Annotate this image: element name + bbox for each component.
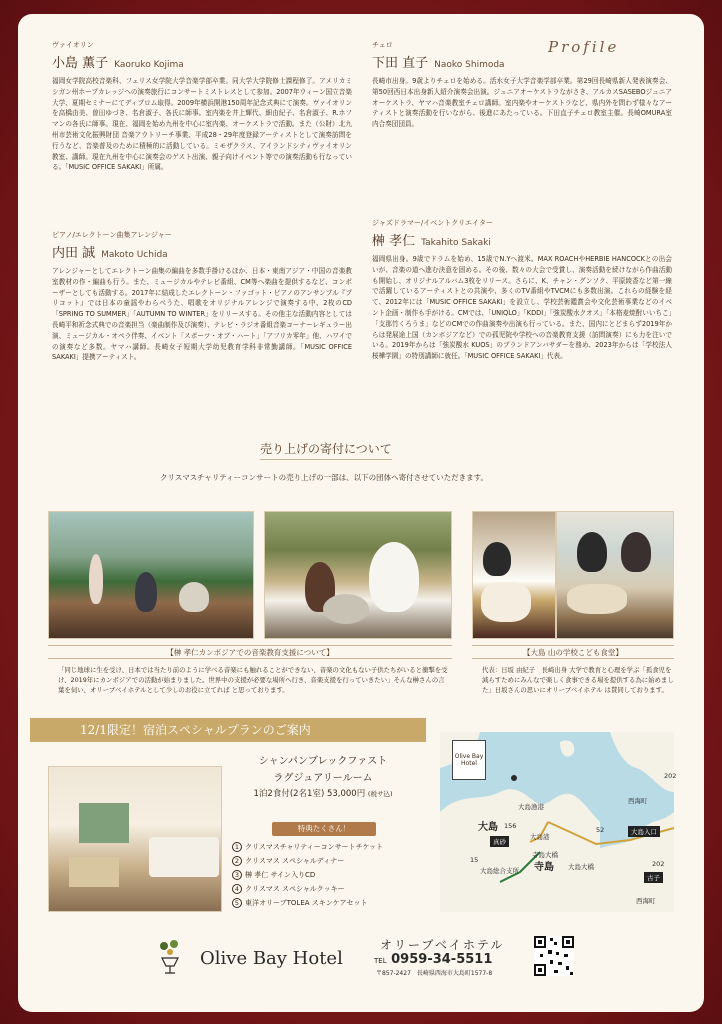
- map-label: 大島入口: [628, 826, 660, 837]
- map-route: 202: [664, 772, 677, 780]
- bio-text: 長崎市出身。9歳よりチェロを始める。活水女子大学音楽学部卒業。第29回長崎県新人発表演奏会、第50回西日本出身新人紹介演奏会出演。ジュニアオーケストラながさき、アルカスSASEBOジュニアオーケストラ、ヤマハ音楽教室チェロ講師。室内楽やオーケストラなど、県内外を問わず様々なアーティストと演奏活動を行いながら、後進にあたっている。下田直子チェロ教室主催。長崎OMURA室内合奏団団員。: [372, 77, 672, 129]
- bio-name-en: Makoto Uchida: [101, 250, 168, 260]
- access-map: [440, 732, 677, 912]
- hotel-tel: TEL 0959-34-5511: [374, 952, 493, 967]
- hotel-brand-jp: オリーブベイホテル: [380, 938, 505, 952]
- bio-name-jp: 下田 直子: [372, 56, 429, 71]
- bio-name-jp: 榊 孝仁: [372, 234, 416, 249]
- perk-item: 4 クリスマス スペシャルクッキー: [232, 884, 345, 894]
- map-label: 西海町: [628, 797, 648, 805]
- text-cambodia: 「同じ地球に生を受け、日本では当たり前のように学べる音楽にも触れることができない、音楽の文化もない子供たちがいると衝撃を受け、2019年にカンボジアでの活動が始まりました。世界中の支援が必要な場所へ行き、音楽支援を行っていきたい」そんな榊さんの言葉を伺い、オリーブベイホテルとして少しのお役に立てれば と思っております。: [58, 666, 448, 695]
- map-route: 52: [596, 826, 605, 834]
- olive-logo-icon: [150, 936, 190, 976]
- bio-role: ピアノ/エレクトーン曲集アレンジャー: [52, 231, 172, 239]
- map-label: 大島大橋: [568, 863, 594, 871]
- bio-name-jp: 内田 誠: [52, 246, 96, 261]
- hotel-brand: Olive Bay Hotel: [200, 948, 343, 969]
- hotel-address: 〒857-2427 長崎県西海市大島町1577-8: [376, 970, 493, 977]
- photo-luxury-room: [48, 766, 222, 912]
- map-label: 古子: [644, 872, 663, 883]
- perks-badge: 特典たくさん！: [272, 822, 376, 836]
- bio-uchida: [52, 230, 352, 363]
- donation-subtitle: クリスマスチャリティーコンサートの売り上げの一部は、以下の団体へ寄付させていただきます。: [160, 473, 488, 482]
- map-label: 寺島: [534, 862, 554, 873]
- qr-code[interactable]: [534, 936, 574, 976]
- caption-cambodia: 【榊 孝仁カンボジアでの音楽教育支援について】: [48, 645, 452, 659]
- donation-title: 売り上げの寄付について: [260, 440, 392, 460]
- bio-name-en: Takahito Sakaki: [421, 238, 491, 248]
- plan-header: 12/1限定！宿泊スペシャルプランのご案内: [30, 718, 426, 742]
- bio-text: 福岡女学院高校音楽科、フェリス女学院大学音楽学部卒業。同大学大学院修士課程修了。アメリカミシガン州ホープカレッジへの演奏旅行にコンサートミストレスとして参加。2007年ウィーン国立音楽大学、夏期セミナーにてディプロム取得。2009年横浜開港150周年記念式典にて演奏。ヴァイオリンを高橋由美、曽田ゆづき、名倉淑子、各氏に師事。室内楽を井上輝代、細由紀子、名倉淑子、R.ホフマンの各氏に師事。現在、福岡を始め九州を中心に室内楽、オーケストラで活動。また（公財）北九州市芸術文化振興財団 音楽アウトリーチ事業、平成28・29年度登録アーティストとして演奏訪問を行うなど、音楽普及のために積極的に活動している。ミモザクラス、アイランドシティヴァイオリン教室、講師。現在九州を中心に演奏会のゲスト出演、親子向けイベント等での演奏活動も行なっている。「MUSIC OFFICE SAKAKI」所属。: [52, 77, 352, 172]
- perk-item: 1 クリスマスチャリティーコンサートチケット: [232, 842, 383, 852]
- bio-sakaki: [372, 218, 672, 362]
- photo-cambodia-concert: [48, 511, 254, 639]
- perk-item: 5 東洋オリーブTOLEA スキンケアセット: [232, 898, 368, 908]
- map-hotel-sign: Olive Bay Hotel: [452, 740, 486, 780]
- plan-price: 1泊2食付(2名1室) 53,000円: [253, 789, 366, 799]
- plan-info: [228, 752, 418, 799]
- map-label: 寺島大橋: [532, 851, 558, 859]
- map-label: 大島港: [530, 833, 550, 841]
- bio-text: 福岡県出身。9歳でドラムを始め、15歳でN.Yへ渡米。MAX ROACHやHERBIE HANCOCKとの出会いが、音楽の道へ進む決意を固める。その後、数々の大会で受賞し、演奏活動を続けながら作曲活動も開始し、オリジナルアルバム3枚をリリース。さらに、K、チャン・グンソク、平原綾香など第一線で活躍しているアーティストとの共演や、多くのTV番組やTVCMにも多数出演。これらの経験を経て、2012年には「MUSIC OFFICE SAKAKI」を設立し、学校芸術鑑賞会や文化芸術事業などのイベント企画・制作も手がける。CMでは、「UNIQLO」「KDDI」「強炭酸水クオス」「本格麦焼酎いいちこ」「支那竹くろうま」などのCMでの作曲演奏や出演も行っている。また、国内にとどまらず2019年からは発展途上国（カンボジアなど）での孤児院や学校への音楽教育支援（訪問演奏）にも力を注いでいる。2019年からは「強炭酸水 KUOS」のブランドアンバサダーを務め、2023年からは「学校法人桜樺学園」の特別講師に就任。「MUSIC OFFICE SAKAKI」代表。: [372, 255, 672, 361]
- plan-line1: シャンパンブレックファスト: [258, 756, 388, 767]
- map-label: 西海町: [636, 897, 656, 905]
- map-route: 15: [470, 856, 479, 864]
- bio-shimoda: [372, 40, 672, 130]
- map-label: 真砂: [490, 836, 509, 847]
- profile-script-title: Profile: [548, 38, 620, 56]
- photo-kids-cafeteria-1: [472, 511, 556, 639]
- photo-kids-cafeteria-2: [556, 511, 674, 639]
- perk-item: 2 クリスマス スペシャルディナー: [232, 856, 344, 866]
- text-cafeteria: 代表：日坂 由紀子 長崎出身 大学で教育と心理を学ぶ「孤食児を減らすためにみんなで楽しく食事できる場を提供する為に始めました」日坂さんの思いにオリーブベイホテル は賛同しております。: [482, 666, 674, 695]
- plan-price-note: (税サ込): [367, 790, 393, 798]
- bio-role: ヴァイオリン: [52, 41, 94, 49]
- map-route: 202: [652, 860, 665, 868]
- map-label: 大島総合支所: [480, 867, 519, 875]
- photo-drum-lesson: [264, 511, 452, 639]
- perk-item: 3 榊 孝仁 サイン入りCD: [232, 870, 315, 880]
- plan-line2: ラグジュアリールーム: [273, 773, 373, 784]
- caption-cafeteria: 【大島 山の学校こども食堂】: [472, 645, 674, 659]
- bio-role: ジャズドラマー/イベントクリエイター: [372, 219, 493, 227]
- bio-role: チェロ: [372, 41, 393, 49]
- bio-text: アレンジャーとしてエレクトーン曲集の編曲を多数手掛けるほか、日本・東南アジア・中国の音楽教室教材の作・編曲も行う。また、ミュージカルやテレビ番組、CM等へ楽曲を提供するなど、コンポーザーとしても活動する。2017年に結成したエレクトーン・ファゴット・ピアノのアンサンブル『プリコット』では日本の童謡やわらべうた、唱歌をオリジナルアレンジで演奏する中、2枚のCD「SPRING TO SUMMER」「AUTUMN TO WINTER」をリリースする。その他主な活動内容としては長崎平和祈念式典での音楽担当（楽曲制作及び演奏）、テレビ・ラジオ番組音楽コーナーレギュラー出演、ミュージカル・オペラ伴奏、イベント「スポーツ・オブ・ハート」「アフリカ零年」他、ハワイでの演奏など多数。ヤマハ講師。長崎女子短期大学幼児教育学科非常勤講師。「MUSIC OFFICE SAKAKI」提携アーティスト。: [52, 267, 352, 362]
- bio-kojima: [52, 40, 352, 173]
- map-route: 156: [504, 822, 517, 830]
- bio-name-en: Naoko Shimoda: [434, 60, 505, 70]
- map-label: 大島漁港: [518, 803, 544, 811]
- bio-name-jp: 小島 薫子: [52, 56, 109, 71]
- map-label: 大島: [478, 822, 498, 833]
- bio-name-en: Kaoruko Kojima: [114, 60, 184, 70]
